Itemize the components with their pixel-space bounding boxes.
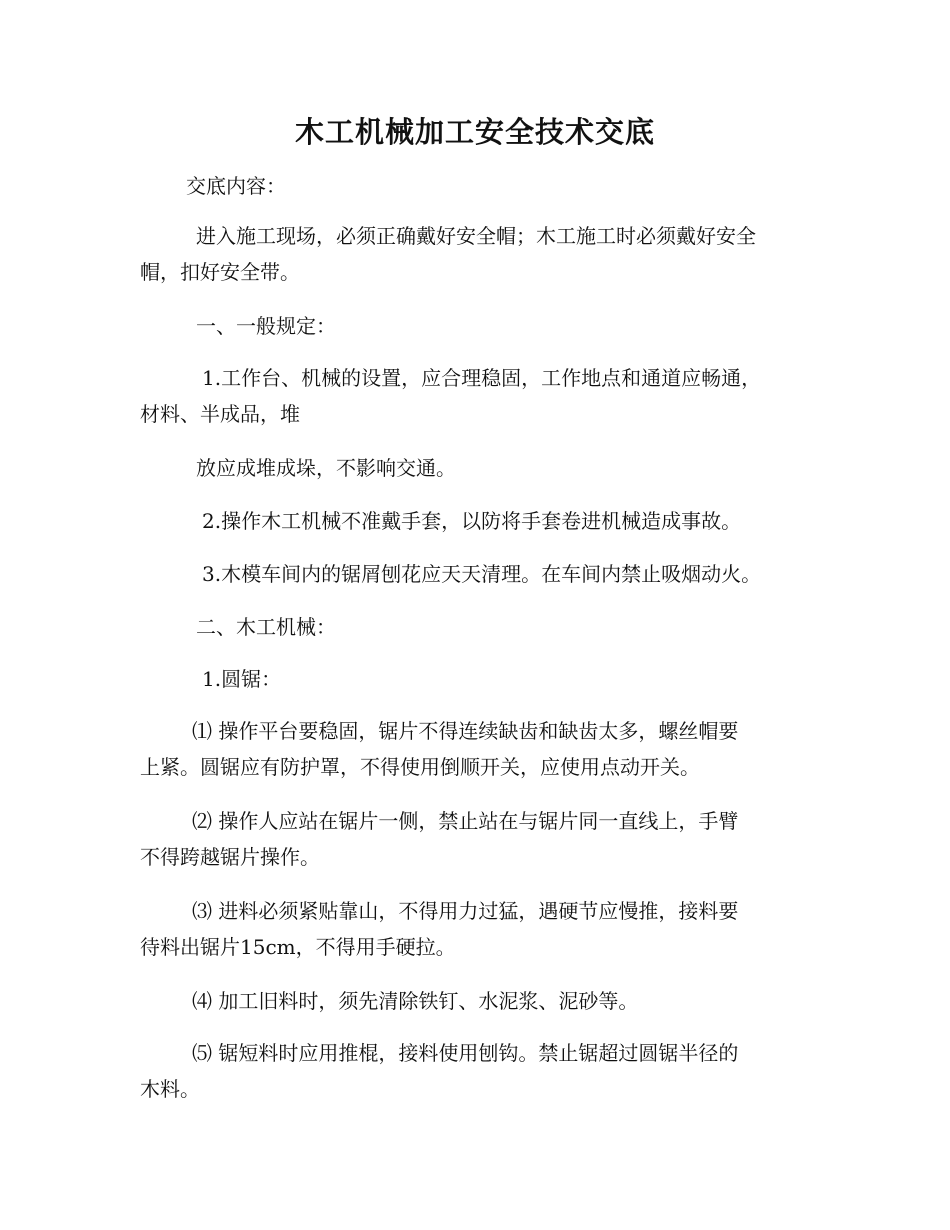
document-title: 木工机械加工安全技术交底 xyxy=(294,115,655,149)
text-line: 二、木工机械： xyxy=(196,615,336,639)
text-line: 材料、半成品，堆 xyxy=(140,402,300,426)
paragraph-saw-item-4 xyxy=(140,983,862,1019)
text-line: 1.工作台、机械的设置，应合理稳固，工作地点和通道应畅通， xyxy=(202,366,762,390)
text-line: 待料出锯片15cm，不得用手硬拉。 xyxy=(140,935,456,959)
text-line: 放应成堆成垛，不影响交通。 xyxy=(196,456,456,480)
section-heading-machinery xyxy=(140,609,866,645)
text-line: 一、一般规定： xyxy=(196,314,336,338)
subsection-circular-saw xyxy=(140,661,872,697)
paragraph-rule-3 xyxy=(140,556,872,592)
text-line: ⑵ 操作人应站在锯片一侧，禁止站在与锯片同一直线上，手臂 xyxy=(192,809,739,833)
paragraph-saw-item-3 xyxy=(140,893,810,965)
text-line: 2.操作木工机械不准戴手套，以防将手套卷进机械造成事故。 xyxy=(202,509,742,533)
text-line: ⑴ 操作平台要稳固，锯片不得连续缺齿和缺齿太多，螺丝帽要 xyxy=(192,719,739,743)
text-line: 帽，扣好安全带。 xyxy=(140,260,300,284)
text-line: 1.圆锯： xyxy=(202,667,282,691)
paragraph-helmet xyxy=(140,218,810,290)
paragraph-rule-1-cont xyxy=(140,450,866,486)
paragraph-saw-item-1 xyxy=(140,713,810,785)
text-line: 不得跨越锯片操作。 xyxy=(140,845,320,869)
text-line: ⑶ 进料必须紧贴靠山，不得用力过猛，遇硬节应慢推，接料要 xyxy=(192,899,739,923)
text-line: ⑸ 锯短料时应用推棍，接料使用刨钩。禁止锯超过圆锯半径的 xyxy=(192,1041,739,1065)
text-line: 3.木模车间内的锯屑刨花应天天清理。在车间内禁止吸烟动火。 xyxy=(202,562,762,586)
paragraph-saw-item-5 xyxy=(140,1035,810,1107)
text-line: 进入施工现场，必须正确戴好安全帽；木工施工时必须戴好安全 xyxy=(196,224,756,248)
paragraph-rule-1 xyxy=(140,360,810,432)
section-heading-general xyxy=(140,308,866,344)
paragraph-saw-item-2 xyxy=(140,803,810,875)
paragraph-intro-label xyxy=(140,168,856,204)
paragraph-rule-2 xyxy=(140,503,872,539)
text-line: 交底内容： xyxy=(186,174,286,198)
text-line: 木料。 xyxy=(140,1077,200,1101)
text-line: ⑷ 加工旧料时，须先清除铁钉、水泥浆、泥砂等。 xyxy=(192,989,639,1013)
text-line: 上紧。圆锯应有防护罩，不得使用倒顺开关，应使用点动开关。 xyxy=(140,755,700,779)
